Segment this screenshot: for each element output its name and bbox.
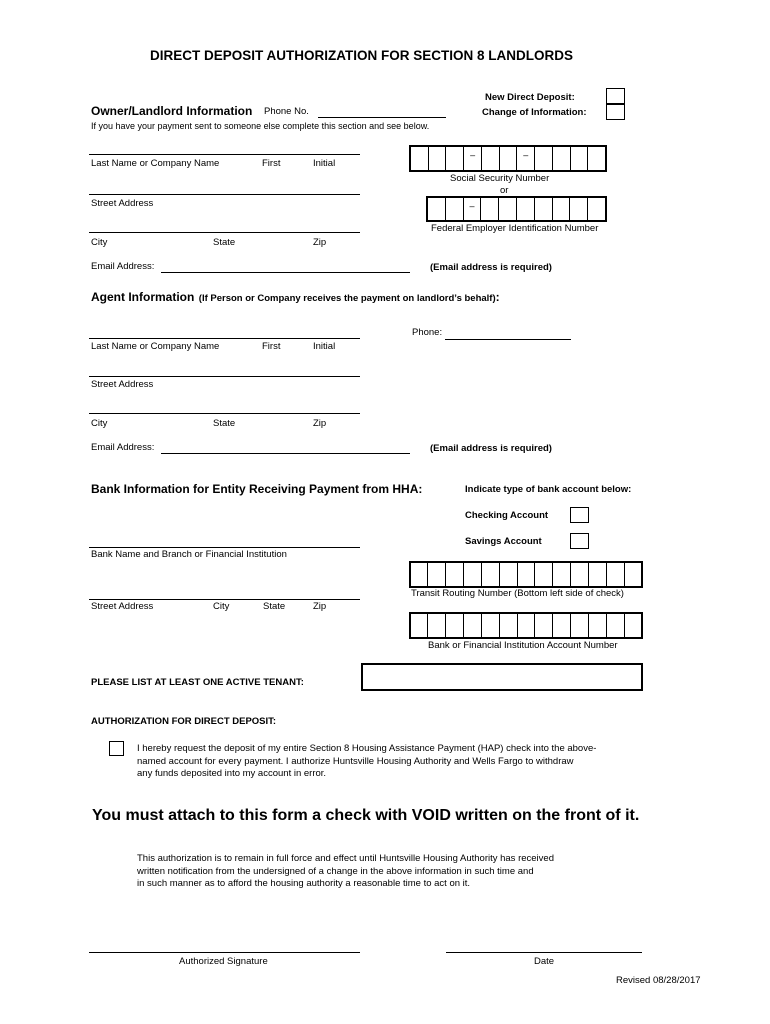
ssn-separator-2	[517, 147, 535, 170]
owner-first-label: First	[262, 158, 281, 169]
bank-zip-label: Zip	[313, 601, 327, 612]
new-direct-deposit-checkbox[interactable]	[606, 88, 625, 104]
owner-phone-label: Phone No.	[264, 106, 309, 117]
account-digit-5[interactable]	[500, 613, 518, 638]
ssn-separator-1	[464, 147, 482, 170]
agent-initial-label: Initial	[313, 341, 336, 352]
owner-street-input[interactable]	[89, 194, 360, 195]
owner-email-input[interactable]	[161, 272, 410, 273]
change-of-information-label: Change of Information:	[482, 107, 587, 118]
void-notice: You must attach to this form a check with VOID written on the front of it.	[92, 807, 640, 824]
fein-digit-6[interactable]	[535, 198, 553, 220]
savings-account-checkbox[interactable]	[570, 533, 589, 549]
ssn-dash-2: –	[523, 150, 529, 160]
terms-line-1: This authorization is to remain in full force and effect until Huntsville Housing Authority has received	[137, 853, 554, 864]
date-input[interactable]	[446, 952, 642, 953]
agent-name-input[interactable]	[89, 338, 360, 339]
bank-heading: Bank Information for Entity Receiving Payment from HHA:	[91, 482, 423, 496]
bank-street-label: Street Address	[91, 601, 154, 612]
terms-line-2: written notification from the undersigned of a change in the above information in such time and	[137, 865, 534, 877]
fein-digit-7[interactable]	[553, 198, 571, 220]
fein-digit-1[interactable]	[428, 198, 446, 220]
agent-phone-label: Phone:	[412, 327, 443, 338]
routing-digit-5[interactable]	[500, 562, 518, 587]
agent-city-state-zip-input[interactable]	[89, 413, 360, 414]
owner-city-label: City	[91, 237, 108, 248]
routing-digit-3[interactable]	[464, 562, 482, 587]
date-label: Date	[534, 956, 555, 967]
ssn-label: Social Security Number	[450, 173, 550, 184]
fein-digit-8[interactable]	[570, 198, 588, 220]
authorization-line-2: named account for every payment. I authorize Huntsville Housing Authority and Wells Fargo to withdraw	[137, 755, 574, 767]
ssn-digit-9[interactable]	[588, 147, 605, 170]
bank-state-label: State	[263, 601, 286, 612]
owner-note: If you have your payment sent to someone else complete this section and see below.	[91, 121, 430, 131]
ssn-digit-5[interactable]	[500, 147, 518, 170]
account-digit-3[interactable]	[464, 613, 482, 638]
agent-heading-row	[91, 288, 500, 306]
account-digit-1[interactable]	[428, 613, 446, 638]
fein-digit-4[interactable]	[499, 198, 517, 220]
tenant-label: PLEASE LIST AT LEAST ONE ACTIVE TENANT:	[91, 677, 304, 688]
agent-zip-label: Zip	[313, 418, 327, 429]
account-digit-2[interactable]	[446, 613, 464, 638]
bank-name-input[interactable]	[89, 547, 360, 548]
account-number-label: Bank or Financial Institution Account Number	[428, 640, 618, 651]
routing-digit-6[interactable]	[518, 562, 536, 587]
fein-digit-2[interactable]	[446, 198, 464, 220]
account-digit-4[interactable]	[482, 613, 500, 638]
owner-name-input[interactable]	[89, 154, 360, 155]
agent-heading-colon: :	[495, 290, 500, 304]
routing-digit-9[interactable]	[571, 562, 589, 587]
account-number-grid[interactable]	[427, 612, 625, 639]
ssn-digit-8[interactable]	[571, 147, 589, 170]
fein-digit-3[interactable]	[481, 198, 499, 220]
routing-digit-10[interactable]	[589, 562, 607, 587]
terms-line-3: in such manner as to afford the housing authority a reasonable time to act on it.	[137, 878, 471, 889]
owner-heading: Owner/Landlord Information	[91, 104, 253, 118]
routing-digit-4[interactable]	[482, 562, 500, 587]
owner-city-state-zip-input[interactable]	[89, 232, 360, 233]
authorization-checkbox[interactable]	[109, 741, 124, 756]
revised-date: Revised 08/28/2017	[616, 975, 701, 986]
account-type-prompt: Indicate type of bank account below:	[465, 484, 632, 495]
agent-street-input[interactable]	[89, 376, 360, 377]
agent-email-input[interactable]	[161, 453, 410, 454]
owner-zip-label: Zip	[313, 237, 327, 248]
bank-address-input[interactable]	[89, 599, 360, 600]
savings-account-label: Savings Account	[465, 536, 542, 547]
authorized-signature-label: Authorized Signature	[179, 956, 268, 967]
account-digit-11[interactable]	[607, 613, 624, 638]
account-digit-9[interactable]	[571, 613, 589, 638]
fein-digit-5[interactable]	[517, 198, 535, 220]
owner-last-name-label: Last Name or Company Name	[91, 158, 220, 169]
routing-digit-1[interactable]	[428, 562, 446, 587]
change-of-information-checkbox[interactable]	[606, 104, 625, 120]
routing-digit-2[interactable]	[446, 562, 464, 587]
ssn-dash-1: –	[470, 150, 476, 160]
ssn-digit-4[interactable]	[482, 147, 500, 170]
owner-initial-label: Initial	[313, 158, 336, 169]
agent-state-label: State	[213, 418, 236, 429]
agent-city-label: City	[91, 418, 108, 429]
agent-last-name-label: Last Name or Company Name	[91, 341, 220, 352]
account-digit-7[interactable]	[535, 613, 553, 638]
account-digit-8[interactable]	[553, 613, 571, 638]
ssn-digit-1[interactable]	[411, 147, 429, 170]
agent-phone-input[interactable]	[445, 339, 571, 340]
ssn-digit-6[interactable]	[535, 147, 553, 170]
fein-digit-9[interactable]	[588, 198, 605, 220]
fein-separator	[464, 198, 482, 220]
checking-account-label: Checking Account	[465, 510, 549, 521]
account-digit-10[interactable]	[589, 613, 607, 638]
ssn-digit-7[interactable]	[553, 147, 571, 170]
new-direct-deposit-label: New Direct Deposit:	[485, 92, 575, 103]
signature-input[interactable]	[89, 952, 360, 953]
ssn-grid[interactable]	[409, 145, 607, 172]
tenant-input[interactable]	[361, 663, 643, 691]
ssn-or-label: or	[500, 185, 509, 196]
agent-heading: Agent Information	[91, 290, 195, 304]
routing-digit-7[interactable]	[535, 562, 553, 587]
account-digit-6[interactable]	[518, 613, 536, 638]
checking-account-checkbox[interactable]	[570, 507, 589, 523]
authorization-line-1: I hereby request the deposit of my entire Section 8 Housing Assistance Payment (HAP) check into the above-	[137, 743, 597, 754]
bank-name-label: Bank Name and Branch or Financial Institution	[91, 549, 287, 560]
fein-label: Federal Employer Identification Number	[431, 223, 599, 234]
owner-email-label: Email Address:	[91, 261, 155, 272]
fein-grid[interactable]	[426, 196, 607, 222]
agent-street-label: Street Address	[91, 379, 154, 390]
routing-number-grid[interactable]	[427, 561, 625, 588]
agent-email-required: (Email address is required)	[430, 443, 552, 454]
agent-email-label: Email Address:	[91, 442, 155, 453]
owner-email-required: (Email address is required)	[430, 262, 552, 273]
authorization-text	[137, 743, 596, 781]
routing-digit-11[interactable]	[607, 562, 624, 587]
ssn-digit-3[interactable]	[446, 147, 464, 170]
form-title: DIRECT DEPOSIT AUTHORIZATION FOR SECTION 8 LANDLORDS	[150, 48, 574, 63]
ssn-digit-2[interactable]	[429, 147, 447, 170]
agent-first-label: First	[262, 341, 281, 352]
routing-digit-8[interactable]	[553, 562, 571, 587]
bank-city-label: City	[213, 601, 230, 612]
agent-heading-note: (If Person or Company receives the payment on landlord’s behalf)	[198, 293, 496, 304]
owner-phone-input[interactable]	[318, 117, 446, 118]
routing-number-label: Transit Routing Number (Bottom left side of check)	[411, 588, 624, 599]
owner-state-label: State	[213, 237, 236, 248]
fein-dash: –	[469, 201, 475, 211]
authorization-heading: AUTHORIZATION FOR DIRECT DEPOSIT:	[91, 716, 277, 727]
authorization-line-3: any funds deposited into my account in error.	[137, 768, 327, 779]
terms-text	[137, 853, 554, 891]
owner-street-label: Street Address	[91, 198, 154, 209]
